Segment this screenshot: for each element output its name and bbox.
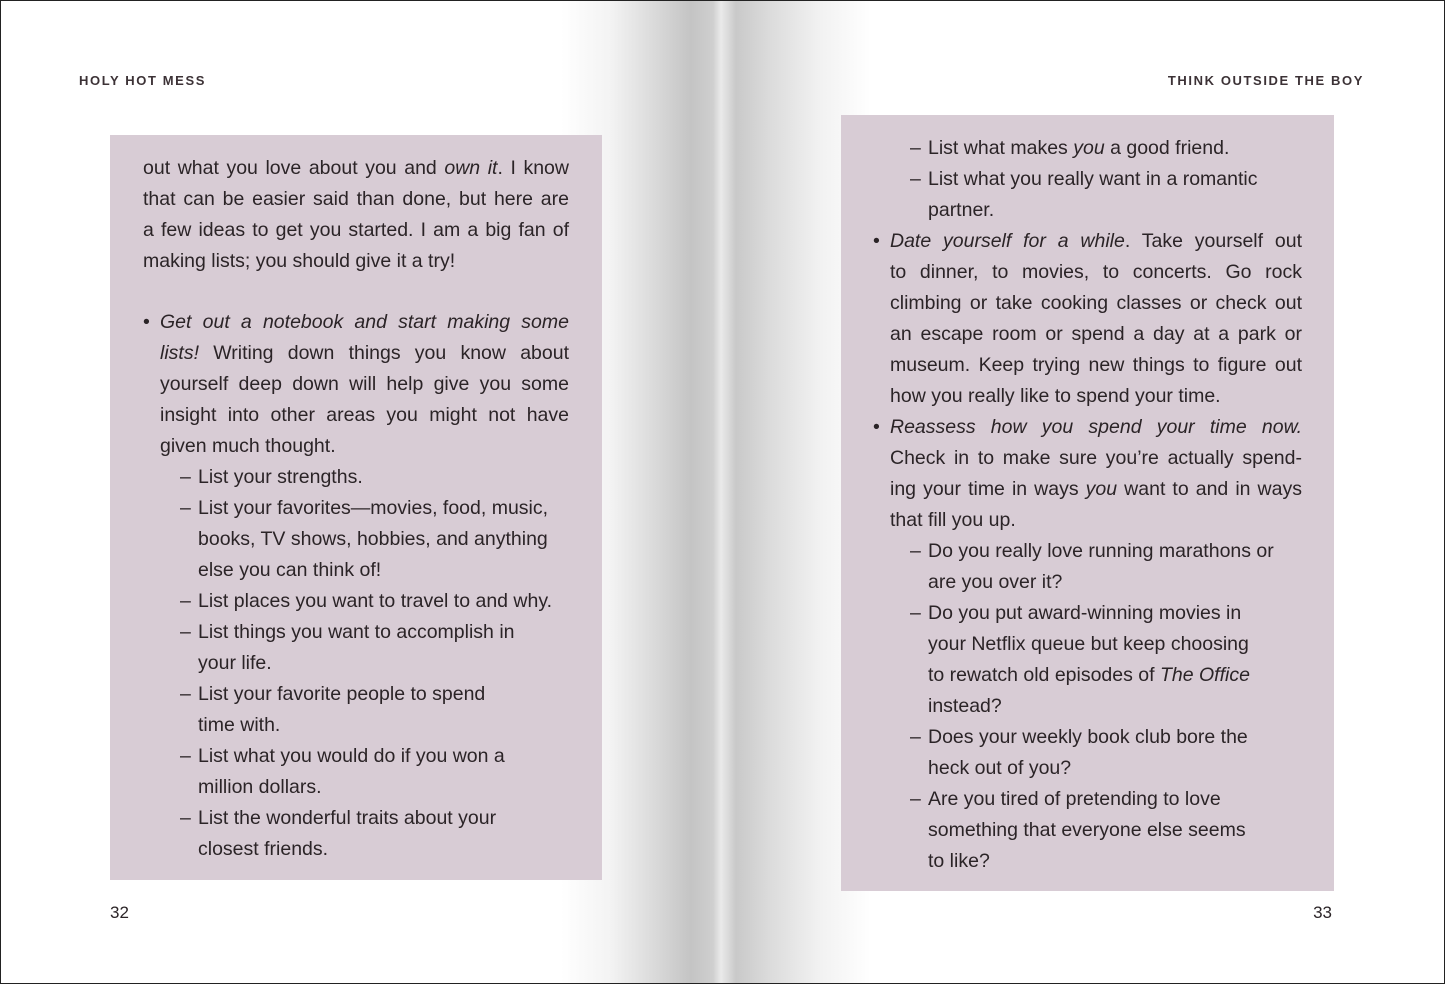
- page-number-left: 32: [110, 903, 129, 922]
- list-item-continued: your Netflix queue but keep choosing: [928, 633, 1249, 655]
- list-item: – List what you really want in a romantic: [910, 168, 1258, 190]
- bullet-line: • Date yourself for a while. Take yourself out: [873, 226, 1302, 257]
- bullet-line: an escape room or spend a day at a park or: [890, 323, 1302, 345]
- left-page-sidebar-box: [110, 135, 602, 880]
- bullet-line: insight into other areas you might not have: [160, 404, 569, 426]
- bullet-mark: •: [873, 416, 880, 438]
- list-item-continued: are you over it?: [928, 571, 1063, 593]
- list-item-continued: your life.: [198, 652, 272, 674]
- bullet-line: how you really like to spend your time.: [890, 385, 1221, 407]
- list-item-continued: instead?: [928, 695, 1002, 717]
- list-item: – List what you would do if you won a: [180, 745, 505, 767]
- list-item-continued: else you can think of!: [198, 559, 382, 581]
- intro-line: making lists; you should give it a try!: [143, 250, 456, 272]
- list-item: – List your strengths.: [180, 466, 363, 488]
- intro-line: that can be easier said than done, but here are: [143, 188, 569, 210]
- bullet-line: given much thought.: [160, 435, 336, 457]
- bullet-mark: •: [873, 230, 880, 252]
- bullet-line: that fill you up.: [890, 509, 1016, 531]
- bullet-line: Check in to make sure you’re actually spend-: [890, 447, 1302, 469]
- list-item: – List what makes you a good friend.: [910, 137, 1230, 159]
- list-item-continued: million dollars.: [198, 776, 322, 798]
- list-item-continued: books, TV shows, hobbies, and anything: [198, 528, 548, 550]
- bullet-line: • Reassess how you spend your time now.: [873, 412, 1302, 443]
- bullet-line: yourself deep down will help give you some: [160, 373, 569, 395]
- intro-line: out what you love about you and own it. I know: [143, 157, 569, 179]
- bullet-line: climbing or take cooking classes or check out: [890, 292, 1302, 314]
- page-number-right: 33: [1313, 903, 1332, 922]
- list-item: – List the wonderful traits about your: [180, 807, 497, 829]
- list-item-continued: heck out of you?: [928, 757, 1072, 779]
- list-item: – List places you want to travel to and why.: [180, 590, 553, 612]
- list-item: – Does your weekly book club bore the: [910, 726, 1248, 748]
- list-item-continued: to like?: [928, 850, 990, 872]
- list-item: – Do you put award-winning movies in: [910, 602, 1242, 624]
- list-item-continued: closest friends.: [198, 838, 329, 860]
- bullet-line: • Get out a notebook and start making some: [143, 307, 569, 338]
- list-item: – List your favorites—movies, food, music,: [180, 497, 549, 519]
- intro-line: a few ideas to get you started. I am a big fan of: [143, 219, 569, 241]
- list-item: – List things you want to accomplish in: [180, 621, 515, 643]
- running-head-right: THINK OUTSIDE THE BOY: [1167, 73, 1364, 88]
- list-item-continued: something that everyone else seems: [928, 819, 1246, 841]
- bullet-line: to dinner, to movies, to concerts. Go rock: [890, 261, 1302, 283]
- bullet-line: ing your time in ways you want to and in ways: [890, 478, 1302, 500]
- bullet-line: museum. Keep trying new things to figure out: [890, 354, 1302, 376]
- list-item: – List your favorite people to spend: [180, 683, 486, 705]
- list-item: – Are you tired of pretending to love: [910, 788, 1221, 810]
- list-item-continued: partner.: [928, 199, 995, 221]
- list-item-continued: to rewatch old episodes of The Office: [928, 664, 1250, 686]
- list-item: – Do you really love running marathons or: [910, 540, 1274, 562]
- bullet-line: lists! Writing down things you know about: [160, 342, 569, 364]
- right-page-sidebar-box: [841, 115, 1334, 891]
- bullet-mark: •: [143, 311, 150, 333]
- list-item-continued: time with.: [198, 714, 281, 736]
- running-head-left: HOLY HOT MESS: [79, 73, 206, 88]
